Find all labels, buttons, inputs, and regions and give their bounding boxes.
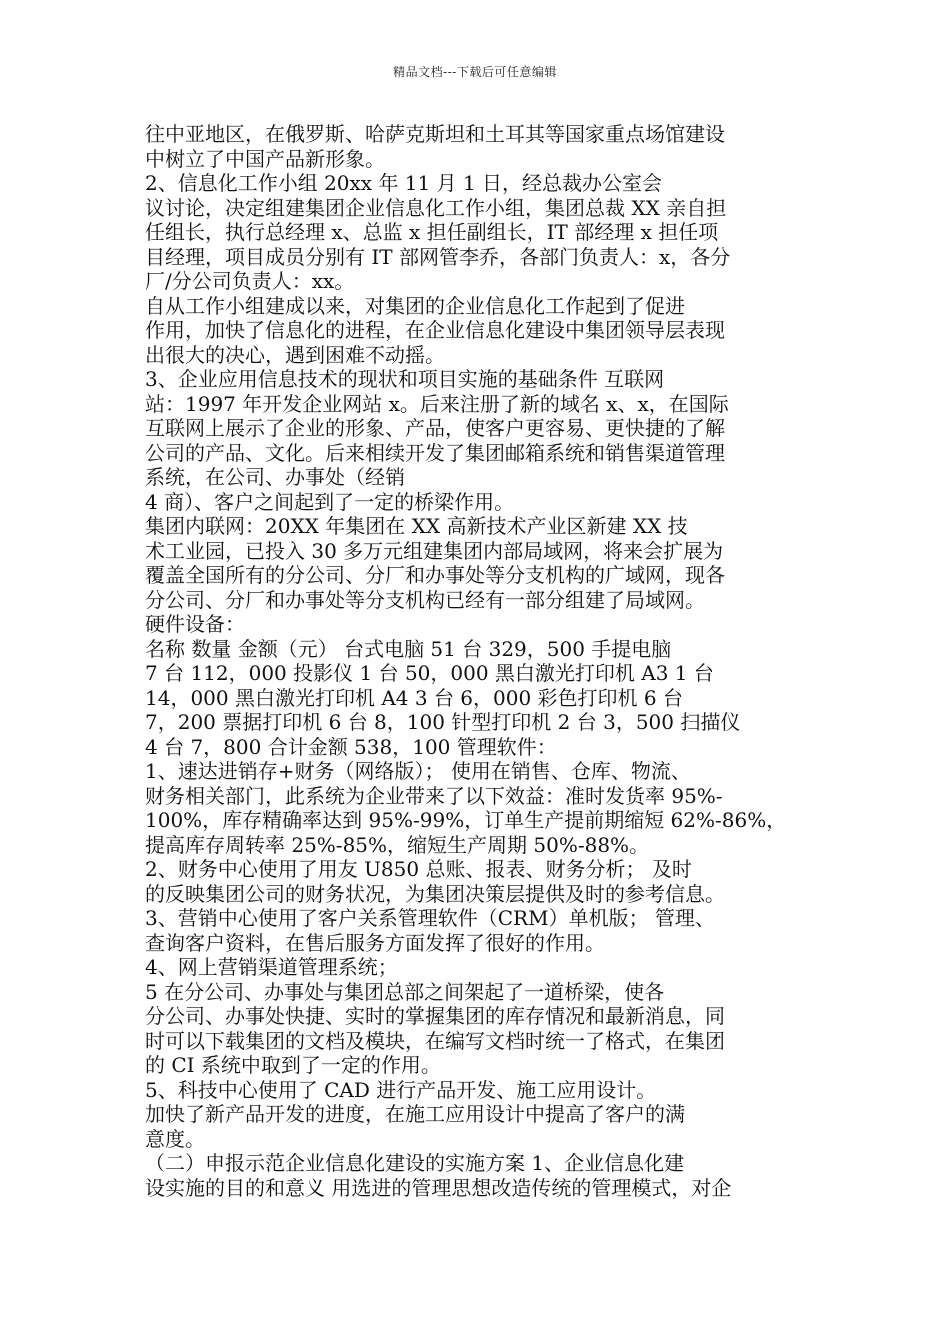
text-line: 2、信息化工作小组 20xx 年 11 月 1 日，经总裁办公室会 [145, 171, 663, 195]
text-line: 目经理，项目成员分别有 IT 部网管李乔，各部门负责人：x，各分 [145, 244, 731, 269]
text-line: 术工业园，已投入 30 多万元组建集团内部局域网，将来会扩展为 [145, 538, 724, 563]
text-line: 7 台 112，000 投影仪 1 台 50，000 黑白激光打印机 A3 1 台 [145, 661, 714, 685]
text-line: 往中亚地区，在俄罗斯、哈萨克斯坦和土耳其等国家重点场馆建设 [145, 122, 725, 146]
text-line: 设实施的目的和意义 用选进的管理思想改造传统的管理模式，对企 [145, 1175, 732, 1200]
text-line: 任组长，执行总经理 x、总监 x 担任副组长，IT 部经理 x 担任项 [145, 220, 719, 244]
text-line: 4、网上营销渠道管理系统； [145, 955, 398, 979]
text-line: 100%，库存精确率达到 95%-99%，订单生产提前期缩短 62%-86%， [145, 808, 787, 832]
page-header: 精品文档---下载后可任意编辑 [393, 65, 557, 79]
text-line: 3、营销中心使用了客户关系管理软件（CRM）单机版； 管理、 [145, 906, 715, 930]
text-line: 4 商）、客户之间起到了一定的桥梁作用。 [145, 489, 515, 514]
text-line: 中树立了中国产品新形象。 [145, 146, 385, 171]
text-line: 时可以下载集团的文档及模块，在编写文档时统一了格式，在集团 [145, 1028, 725, 1053]
text-line: 互联网上展示了企业的形象、产品，使客户更容易、更快捷的了解 [145, 416, 725, 440]
text-line: 2、财务中心使用了用友 U850 总账、报表、财务分析； 及时 [145, 857, 692, 881]
text-line: 意度。 [145, 1126, 205, 1151]
text-line: 5、科技中心使用了 CAD 进行产品开发、施工应用设计。 [145, 1077, 657, 1102]
text-line: 站：1997 年开发企业网站 x。后来注册了新的域名 x、x，在国际 [145, 391, 729, 416]
text-line: 自从工作小组建成以来，对集团的企业信息化工作起到了促进 [145, 293, 685, 318]
text-line: 提高库存周转率 25%-85%，缩短生产周期 50%-88%。 [145, 832, 650, 857]
document-body [145, 122, 825, 1200]
text-line: 名称 数量 金额（元） 台式电脑 51 台 329，500 手提电脑 [145, 636, 672, 661]
text-line: 的 CI 系统中取到了一定的作用。 [145, 1053, 441, 1077]
text-line: 公司的产品、文化。后来相续开发了集团邮箱系统和销售渠道管理 [145, 440, 725, 465]
text-line: 3、企业应用信息技术的现状和项目实施的基础条件 互联网 [145, 367, 665, 391]
text-line: 覆盖全国所有的分公司、分厂和办事处等分支机构的广域网，现各 [145, 563, 725, 587]
text-line: 出很大的决心，遇到困难不动摇。 [145, 342, 445, 367]
text-line: 加快了新产品开发的进度，在施工应用设计中提高了客户的满 [145, 1102, 685, 1126]
text-line: 5 在分公司、办事处与集团总部之间架起了一道桥梁，使各 [145, 979, 665, 1004]
text-line: 查询客户资料，在售后服务方面发挥了很好的作用。 [145, 930, 605, 955]
text-line: 1、速达进销存+财务（网络版）； 使用在销售、仓库、物流、 [145, 759, 691, 783]
text-line: 硬件设备： [145, 612, 245, 636]
text-line: 集团内联网：20XX 年集团在 XX 高新技术产业区新建 XX 技 [145, 514, 688, 538]
text-line: 系统，在公司、办事处（经销 [145, 465, 405, 489]
text-line: 议讨论，决定组建集团企业信息化工作小组，集团总裁 XX 亲自担 [145, 195, 727, 220]
text-line: 分公司、分厂和办事处等分支机构已经有一部分组建了局域网。 [145, 587, 705, 612]
text-line: 分公司、办事处快捷、实时的掌握集团的库存情况和最新消息，同 [145, 1004, 725, 1028]
text-line: 厂/分公司负责人：xx。 [145, 269, 355, 293]
text-line: 4 台 7，800 合计金额 538，100 管理软件： [145, 734, 557, 759]
text-line: 作用，加快了信息化的进程，在企业信息化建设中集团领导层表现 [145, 318, 725, 342]
text-line: 财务相关部门，此系统为企业带来了以下效益：准时发货率 95%- [145, 783, 723, 808]
text-line: 的反映集团公司的财务状况，为集团决策层提供及时的参考信息。 [145, 881, 725, 906]
text-line: 14，000 黑白激光打印机 A4 3 台 6，000 彩色打印机 6 台 [145, 685, 683, 710]
text-line: 7，200 票据打印机 6 台 8，100 针型打印机 2 台 3，500 扫描仪 [145, 710, 741, 734]
text-line: （二）申报示范企业信息化建设的实施方案 1、企业信息化建 [145, 1151, 685, 1175]
